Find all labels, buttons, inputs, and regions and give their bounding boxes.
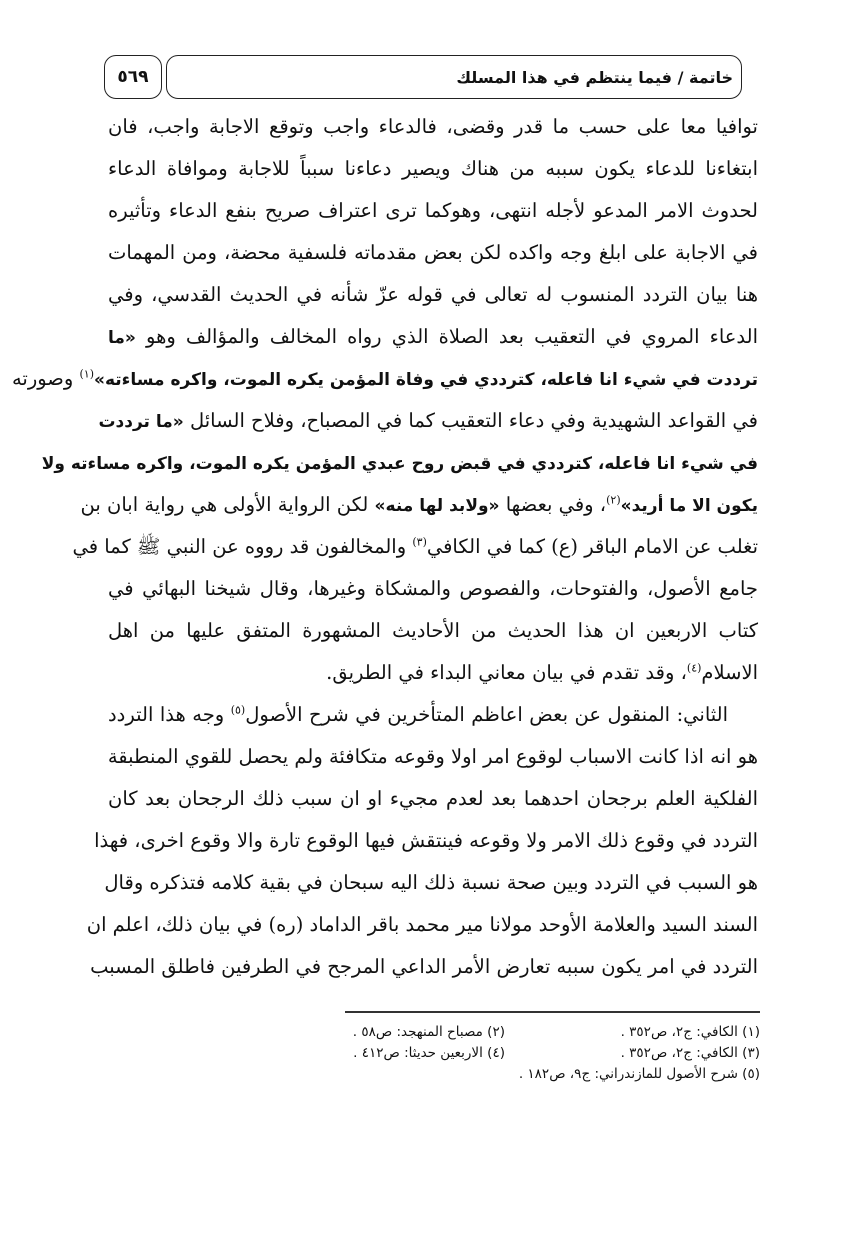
- text-line: [108, 652, 758, 694]
- text-line: [80, 484, 758, 526]
- text-segment: هو السبب في التردد وبين صحة نسبة ذلك اليه سبحان في بقية كلامه فتذكره وقال: [104, 871, 758, 894]
- text-segment: الاسلام: [701, 661, 758, 684]
- text-line: [86, 904, 758, 946]
- text-segment: الفلكية العلم برجحان احدهما بعد لعدم مجيء او ان سبب ذلك الرجحان بعد كان: [108, 787, 758, 810]
- text-line: [108, 694, 758, 736]
- footnote-marker: (٣): [412, 535, 427, 549]
- footnote-marker: (٤): [686, 661, 702, 675]
- text-line: [108, 274, 758, 316]
- text-segment: تغلب عن الامام الباقر (ع) كما في الكافي: [426, 535, 758, 558]
- hadith-quote: «ما ترددت: [98, 412, 184, 432]
- text-line: [108, 316, 758, 358]
- text-line: [94, 820, 758, 862]
- hadith-quote: ترددت في شيء انا فاعله، كترددي في وفاة المؤمن يكره الموت، واكره مساءته»: [94, 370, 758, 390]
- footnote-1: (١) الكافي: ج٢، ص٣٥٢ .: [620, 1024, 760, 1040]
- text-segment: لكن الرواية الأولى هي رواية ابان بن: [80, 493, 375, 516]
- text-segment: ابتغاءنا للدعاء يكون سببه من هناك ويصير دعاءنا سبباً للاجابة وموافاة الدعاء: [108, 157, 758, 180]
- text-line: [108, 568, 758, 610]
- text-segment: ، وفي بعضها: [499, 493, 607, 516]
- footnote-marker: (١): [79, 367, 94, 381]
- text-segment: التردد في امر يكون سببه تعارض الأمر الداعي المرجح في الطرفين فاطلق المسبب: [90, 955, 758, 978]
- text-line: [108, 190, 758, 232]
- text-line: [108, 148, 758, 190]
- footnote-4: (٤) الاربعين حديثا: ص٤١٢ .: [353, 1045, 505, 1061]
- footnote-marker: (٢): [606, 493, 621, 507]
- text-line: [108, 106, 758, 148]
- text-line: [98, 400, 758, 442]
- text-segment: ، وقد تقدم في بيان معاني البداء في الطريق.: [326, 661, 687, 684]
- body-text: [11, 106, 758, 988]
- text-segment: توافيا معا على حسب ما قدر وقضى، فالدعاء واجب وتوقع الاجابة واجب، فان: [108, 115, 758, 138]
- footnote-marker: (٥): [230, 703, 246, 717]
- footnote-5: (٥) شرح الأصول للمازندراني: ج٩، ص١٨٢ .: [518, 1066, 760, 1082]
- hadith-quote: في شيء انا فاعله، كترددي في قبض روح عبدي المؤمن يكره الموت، واكره مساءته ولا: [41, 454, 758, 474]
- text-line: [104, 862, 758, 904]
- text-segment: لحدوث الامر المدعو لأجله انتهى، وهوكما ترى اعتراف صريح بنفع الدعاء وتأثيره: [108, 199, 758, 222]
- text-segment: جامع الأصول، والفتوحات، والفصوص والمشكاة وغيرها، وقال شيخنا البهائي في: [108, 577, 758, 600]
- text-line: [108, 736, 758, 778]
- running-title: خاتمة / فيما ينتظم في هذا المسلك: [166, 55, 742, 99]
- footnote-divider: [345, 1011, 760, 1013]
- page-number: ٥٦٩: [104, 55, 162, 99]
- text-line: [108, 610, 758, 652]
- text-line: [108, 232, 758, 274]
- text-segment: كتاب الاربعين ان هذا الحديث من الأحاديث المشهورة المتفق عليها من اهل: [108, 619, 758, 642]
- text-segment: في القواعد الشهيدية وفي دعاء التعقيب كما في المصباح، وفلاح السائل: [183, 409, 758, 432]
- text-line: [90, 946, 758, 988]
- text-segment: السند السيد والعلامة الأوحد مولانا مير محمد باقر الداماد (ره) في بيان ذلك، اعلم ان: [86, 913, 758, 936]
- footnote-3: (٣) الكافي: ج٢، ص٣٥٢ .: [620, 1045, 760, 1061]
- text-segment: الدعاء المروي في التعقيب بعد الصلاة الذي رواه المخالف والمؤالف وهو: [135, 325, 758, 348]
- text-segment: الثاني: المنقول عن بعض اعاظم المتأخرين في شرح الأصول: [245, 703, 729, 726]
- footnote-2: (٢) مصباح المنهجد: ص٥٨ .: [352, 1024, 505, 1040]
- text-segment: التردد في وقوع ذلك الامر ولا وقوعه فينتقش فيها الوقوع تارة والا وقوع اخرى، فهذا: [94, 829, 758, 852]
- hadith-quote: «ما: [108, 328, 136, 348]
- text-line: [72, 526, 758, 568]
- text-segment: في الاجابة على ابلغ وجه واكده لكن بعض مقدماته فلسفية محضة، ومن المهمات: [108, 241, 758, 264]
- text-line: [108, 778, 758, 820]
- text-segment: هو انه اذا كانت الاسباب لوقوع امر اولا وقوعه متكافئة ولم يحصل للقوي المنطبقة: [107, 745, 758, 768]
- text-segment: وصورته: [11, 367, 80, 390]
- hadith-quote: يكون الا ما أريد»: [620, 496, 758, 516]
- text-segment: هنا بيان التردد المنسوب له تعالى في قوله عزّ شأنه في الحديث القدسي، وفي: [108, 283, 758, 306]
- text-segment: وجه هذا التردد: [108, 703, 231, 726]
- hadith-quote: «ولابد لها منه»: [374, 496, 500, 516]
- text-segment: والمخالفون قد رووه عن النبي ﷺ كما في: [72, 535, 413, 558]
- text-line: [11, 358, 758, 400]
- text-line: [41, 442, 758, 484]
